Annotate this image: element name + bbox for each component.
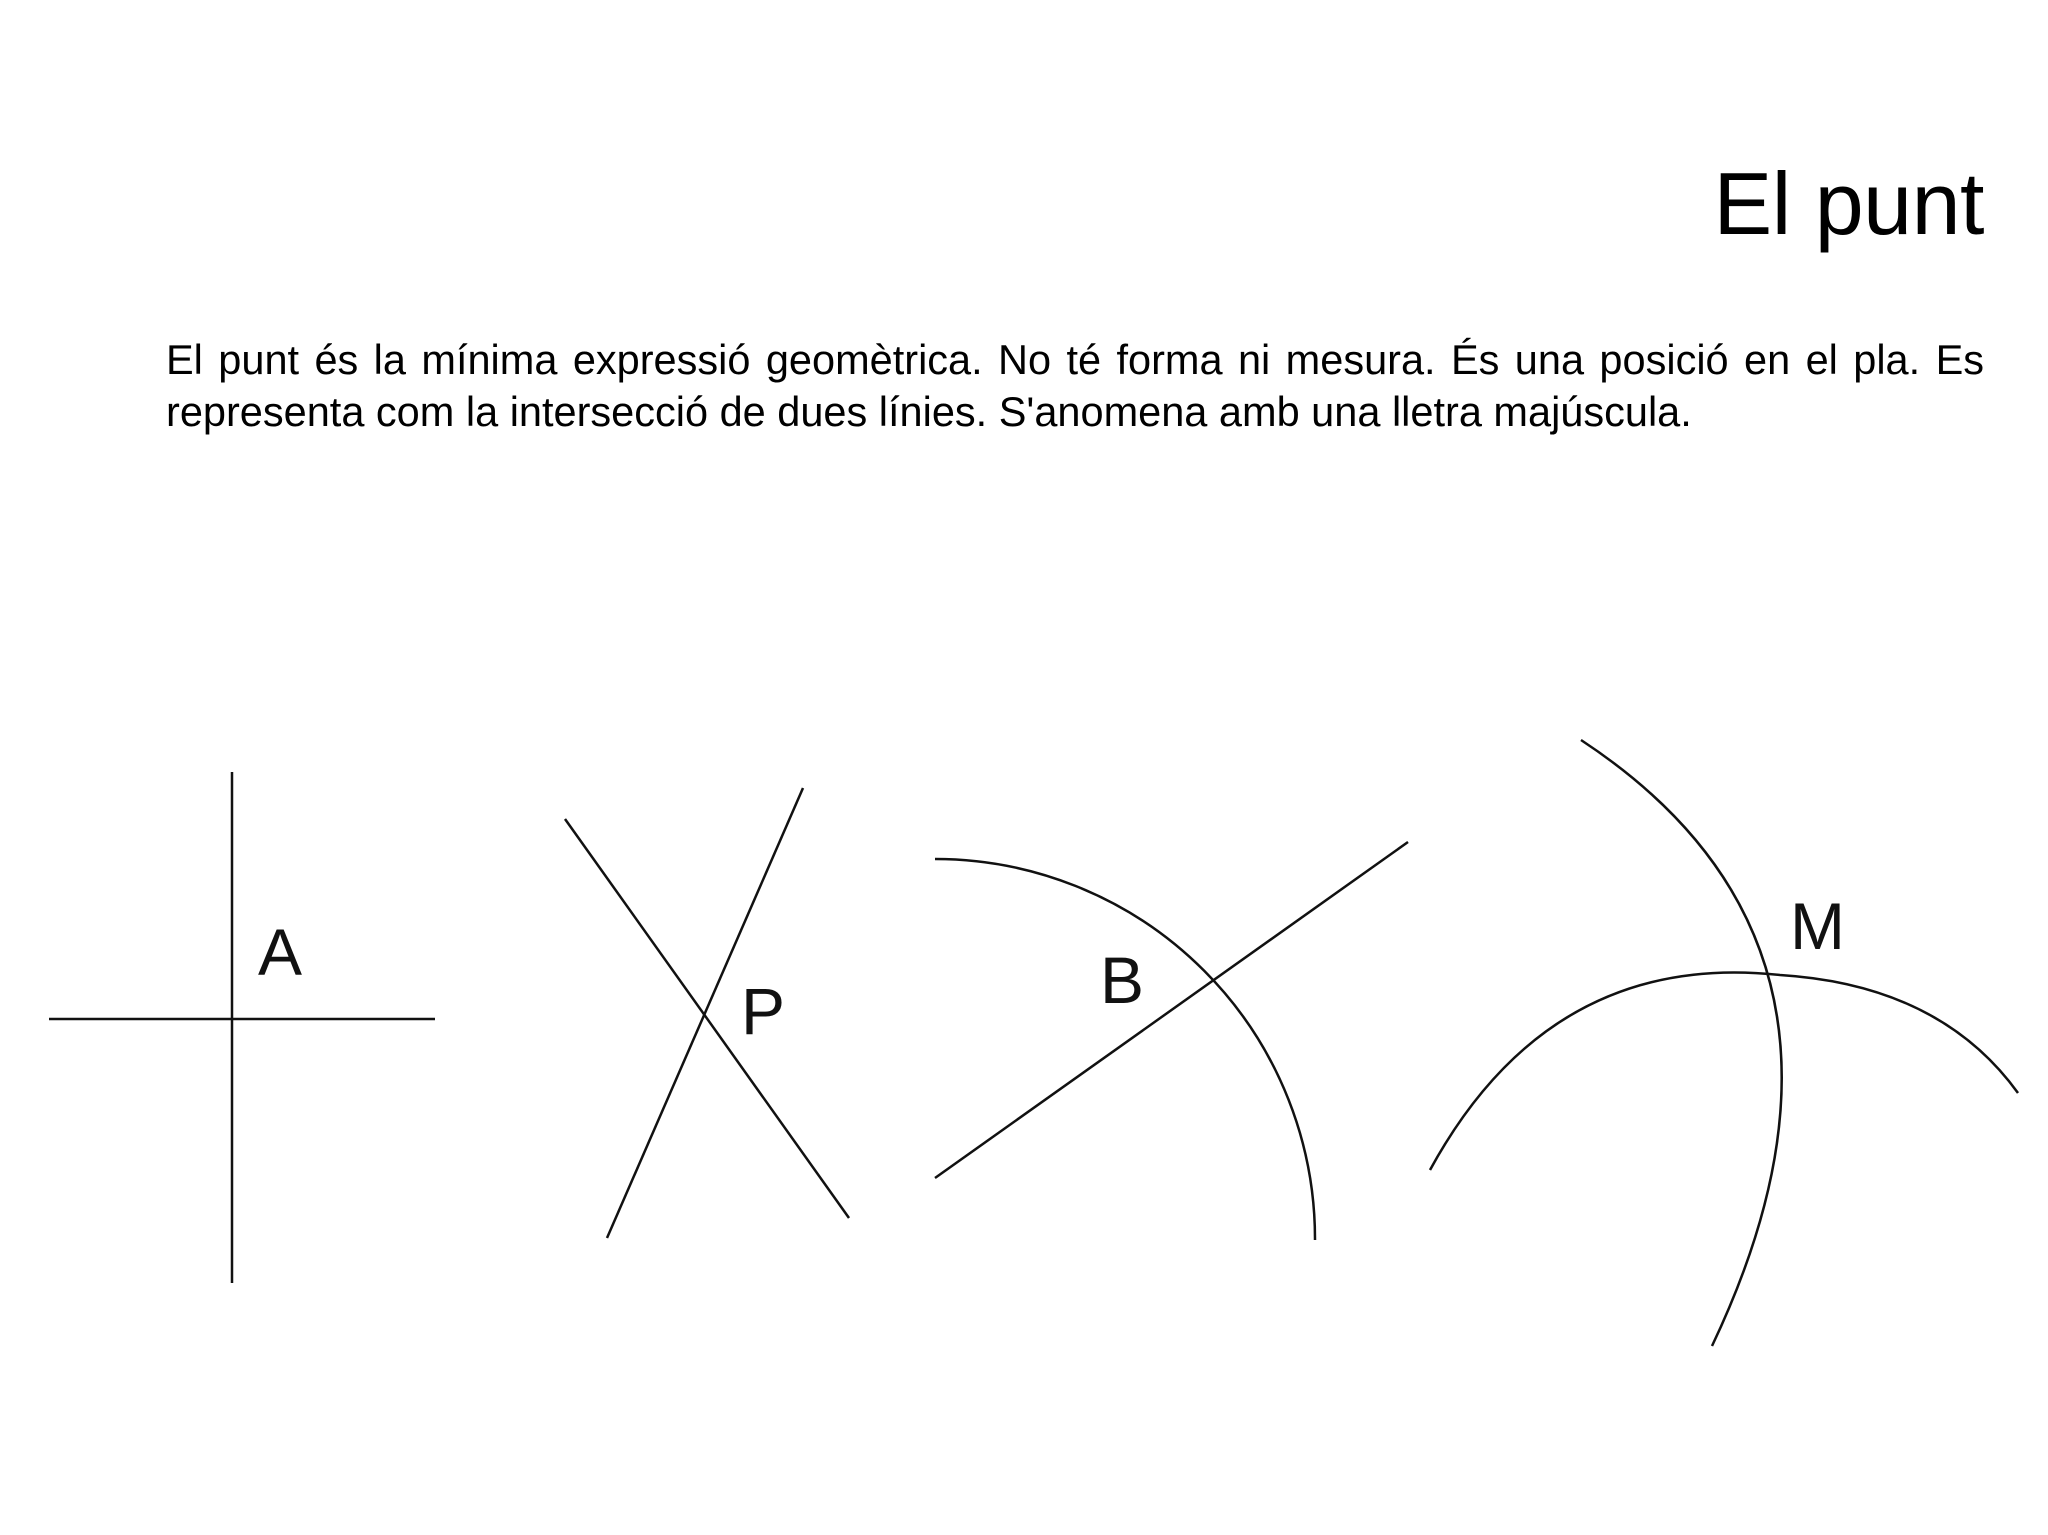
figure-point-a: [49, 772, 435, 1283]
slide-body-text: El punt és la mínima expressió geomètrica. No té forma ni mesura. És una posició en el pla. Es representa com la intersecció de dues línies. S'anomena amb una lletra majúscula.: [166, 336, 1984, 435]
figure-b-line: [935, 842, 1408, 1178]
figure-m-arc-2: [1430, 972, 2018, 1170]
label-point-m: M: [1790, 889, 1845, 963]
figure-b-arc: [935, 859, 1315, 1240]
label-point-p: P: [741, 974, 786, 1048]
slide-title: El punt: [1713, 154, 1984, 253]
figure-p-line-1: [565, 819, 849, 1218]
figure-m-arc-1: [1581, 740, 1782, 1346]
label-point-a: A: [258, 915, 303, 989]
figure-point-p: [565, 788, 849, 1238]
label-point-b: B: [1100, 943, 1145, 1017]
figure-point-m: [1430, 740, 2018, 1346]
figure-point-b: [935, 842, 1408, 1240]
